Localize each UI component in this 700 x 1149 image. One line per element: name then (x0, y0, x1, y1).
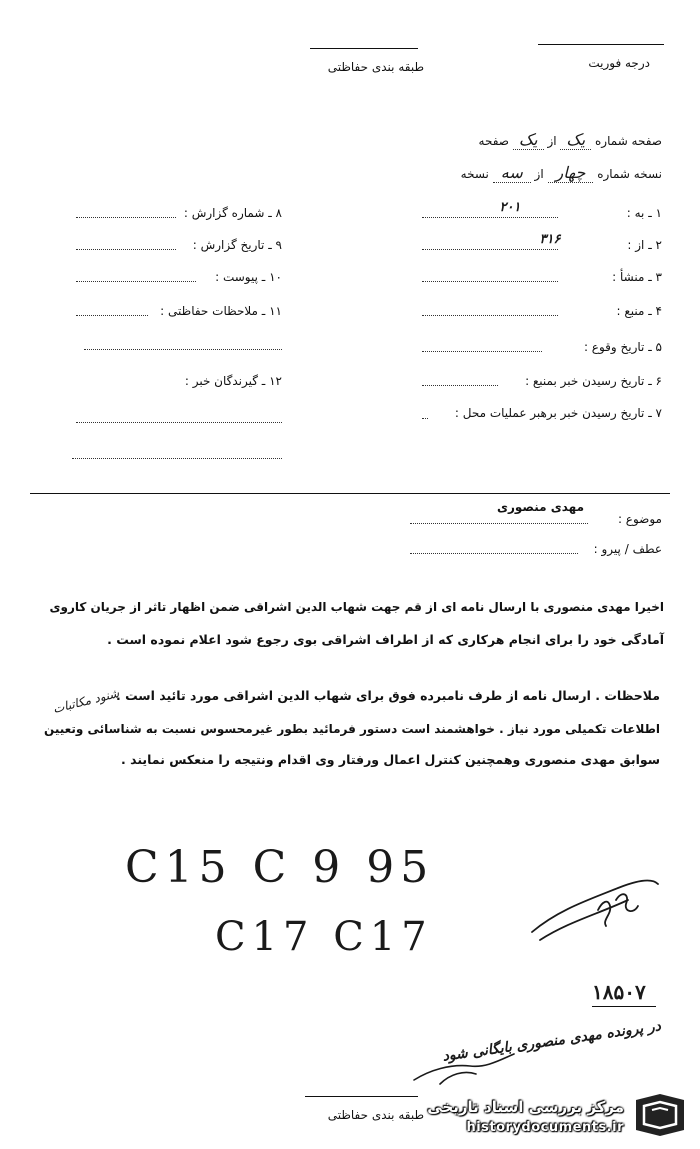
subject-label: موضوع : (617, 512, 662, 526)
report-date-dots (76, 249, 176, 250)
security-remarks-dots-2 (84, 349, 282, 350)
attachment-label: ۱۰ ـ پیوست : (215, 270, 282, 284)
field-to-value: ۲۰۱ (499, 200, 521, 215)
copy-number-row (400, 163, 662, 182)
page-suffix: صفحه (478, 134, 509, 148)
handwritten-code-2: C17 C17 (215, 914, 433, 960)
copy-label: نسخه شماره (597, 167, 662, 181)
page-num: یک (560, 130, 591, 150)
reference-label: عطف / پیرو : (593, 542, 662, 556)
handwritten-file-number: ۱۸۵۰۷ (592, 980, 646, 1004)
field-source-dots (422, 315, 558, 316)
field-ops-received-label: ۷ ـ تاریخ رسیدن خبر برهبر عملیات محل : (454, 406, 662, 420)
security-remarks-label: ۱۱ ـ ملاحظات حفاظتی : (160, 304, 282, 318)
reference-dots (410, 553, 578, 554)
page-label: صفحه شماره (595, 134, 662, 148)
page-number-row (400, 130, 662, 149)
copy-of-label: از (534, 167, 544, 181)
classification-label-top: طبقه بندی حفاظتی (327, 60, 424, 74)
field-from-label: ۲ ـ از : (627, 238, 662, 252)
report-date-label: ۹ ـ تاریخ گزارش : (192, 238, 282, 252)
body-line-1: اخیرا مهدی منصوری با ارسال نامه ای از قم جهت شهاب الدین اشراقی ضمن اظهار تاثر از جریان کاروی (49, 600, 664, 614)
header-rule-right (538, 44, 664, 45)
report-number-dots (76, 217, 176, 218)
footer-rule (305, 1096, 418, 1097)
copy-num: چهار (548, 163, 594, 183)
handwritten-signature (410, 1050, 520, 1090)
recipients-dots-1 (76, 422, 282, 423)
body-line-2: آمادگی خود را برای انجام هرکاری که از اطراف اشراقی بوی رجوع شود اعلام نموده است . (107, 632, 664, 647)
recipients-label: ۱۲ ـ گیرندگان خبر : (184, 374, 282, 388)
security-remarks-dots (76, 315, 148, 316)
page-of-num: یک (513, 130, 544, 150)
copy-suffix: نسخه (460, 167, 489, 181)
field-source-received-label: ۶ ـ تاریخ رسیدن خبر بمنبع : (525, 374, 662, 388)
field-from-value: ۳۱۶ (539, 232, 561, 247)
watermark-title: مرکز بررسی اسناد تاریخی (427, 1098, 624, 1116)
file-number-underline (592, 1006, 656, 1007)
priority-label: درجه فوریت (588, 56, 650, 70)
handwritten-filing-note: در پرونده مهدی منصوری بایگانی شود (441, 1018, 662, 1065)
subject-value: مهدی منصوری (496, 500, 584, 514)
field-source-label: ۴ ـ منبع : (616, 304, 662, 318)
header-rule-left (310, 48, 418, 49)
field-to-label: ۱ ـ به : (626, 206, 662, 220)
remarks-line-3: سوابق مهدی منصوری وهمچنین کنترل اعمال ورفتار وی اقدام ونتیجه را منعکس نمایند . (121, 752, 660, 767)
field-ops-received-dots (422, 418, 428, 419)
signature-scribble (528, 870, 664, 950)
page-of-label: از (547, 134, 557, 148)
field-origin-label: ۳ ـ منشأ : (612, 270, 662, 284)
attachment-dots (76, 281, 196, 282)
field-from-dots (422, 249, 558, 250)
field-occurrence-date-label: ۵ ـ تاریخ وقوع : (583, 340, 662, 354)
remarks-line-2: اطلاعات تکمیلی مورد نیاز . خواهشمند است دستور فرمائید بطور غیرمحسوس نسبت به شناسائی وتعیین (44, 722, 660, 736)
watermark-url: historydocuments.ir (466, 1120, 624, 1135)
subject-dots (410, 523, 588, 524)
handwritten-code-1: C15 C 9 95 (125, 842, 435, 893)
field-to-dots (422, 217, 558, 218)
margin-handwritten-note: شنود مکاتبات (51, 686, 121, 716)
field-occurrence-date-dots (422, 351, 542, 352)
field-origin-dots (422, 281, 558, 282)
recipients-dots-2 (72, 458, 282, 459)
section-divider (30, 493, 670, 494)
remarks-line-1: ملاحظات . ارسال نامه از طرف نامبرده فوق برای شهاب الدین اشراقی مورد تائید است . (115, 688, 660, 703)
copy-of-num: سه (493, 163, 531, 183)
report-number-label: ۸ ـ شماره گزارش : (183, 206, 282, 220)
field-source-received-dots (422, 385, 498, 386)
archive-logo-icon (630, 1090, 690, 1140)
classification-label-bottom: طبقه بندی حفاظتی (327, 1108, 424, 1122)
